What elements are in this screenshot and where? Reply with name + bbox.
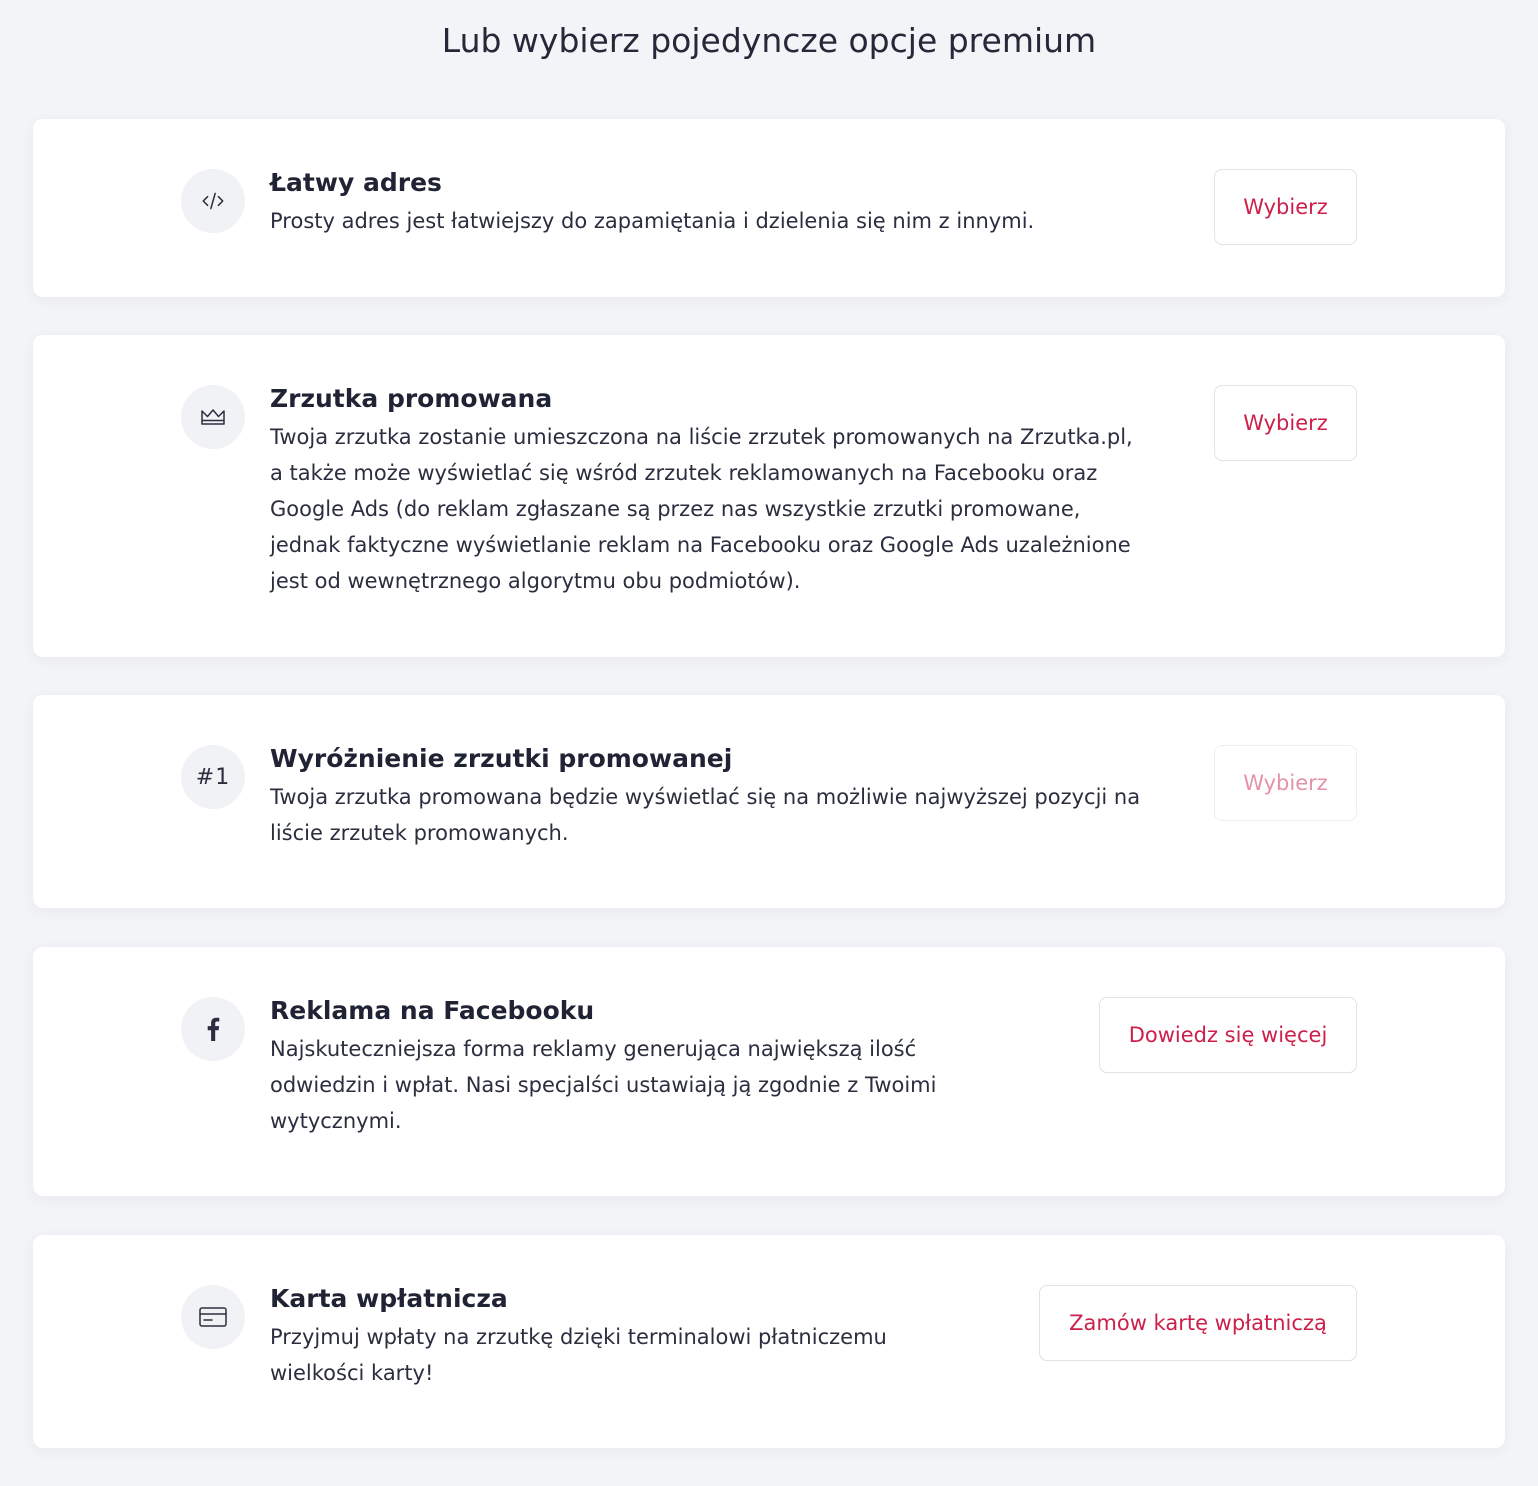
select-highlight-button[interactable]: Wybierz (1214, 745, 1357, 821)
option-title: Karta wpłatnicza (270, 1284, 508, 1313)
credit-card-icon (181, 1285, 245, 1349)
option-body (270, 993, 990, 1139)
page-title: Lub wybierz pojedyncze opcje premium (441, 21, 1097, 60)
option-card-highlight (33, 695, 1505, 908)
option-card-promoted (33, 335, 1505, 657)
option-body (270, 741, 1150, 851)
option-description: Twoja zrzutka zostanie umieszczona na liście zrzutek promowanych na Zrzutka.pl, a także może wyświetlać się wśród zrzutek reklamowanych na Facebooku oraz Google Ads (do reklam zgłaszane są przez nas wszystkie zrzutki promowane, jednak faktyczne wyświetlanie reklam na Facebooku oraz Google Ads uzależnione jest od wewnętrznego algorytmu obu podmiotów). (270, 425, 1133, 593)
option-body (270, 381, 1150, 599)
option-card-facebook-ad (33, 947, 1505, 1196)
option-description: Prosty adres jest łatwiejszy do zapamiętania i dzielenia się nim z innymi. (270, 209, 1035, 233)
code-icon (181, 169, 245, 233)
option-description: Twoja zrzutka promowana będzie wyświetlać się na możliwie najwyższej pozycji na liście zrzutek promowanych. (270, 785, 1141, 845)
option-title: Zrzutka promowana (270, 384, 553, 413)
option-body (270, 165, 1130, 239)
option-description: Najskuteczniejsza forma reklamy generująca największą ilość odwiedzin i wpłat. Nasi specjalści ustawiają ją zgodnie z Twoimi wytycznymi. (270, 1037, 937, 1133)
learn-more-facebook-button[interactable]: Dowiedz się więcej (1099, 997, 1357, 1073)
select-easy-address-button[interactable]: Wybierz (1214, 169, 1357, 245)
rank-icon-text: #1 (195, 764, 231, 790)
option-title: Wyróżnienie zrzutki promowanej (270, 744, 733, 773)
rank-icon (181, 745, 245, 809)
facebook-icon (181, 997, 245, 1061)
option-card-easy-address (33, 119, 1505, 297)
crown-icon (181, 385, 245, 449)
option-title: Reklama na Facebooku (270, 996, 595, 1025)
select-promoted-button[interactable]: Wybierz (1214, 385, 1357, 461)
order-payment-card-button[interactable]: Zamów kartę wpłatniczą (1039, 1285, 1357, 1361)
option-body (270, 1281, 950, 1391)
option-description: Przyjmuj wpłaty na zrzutkę dzięki terminalowi płatniczemu wielkości karty! (270, 1325, 887, 1385)
option-card-payment-card (33, 1235, 1505, 1448)
option-title: Łatwy adres (270, 168, 442, 197)
